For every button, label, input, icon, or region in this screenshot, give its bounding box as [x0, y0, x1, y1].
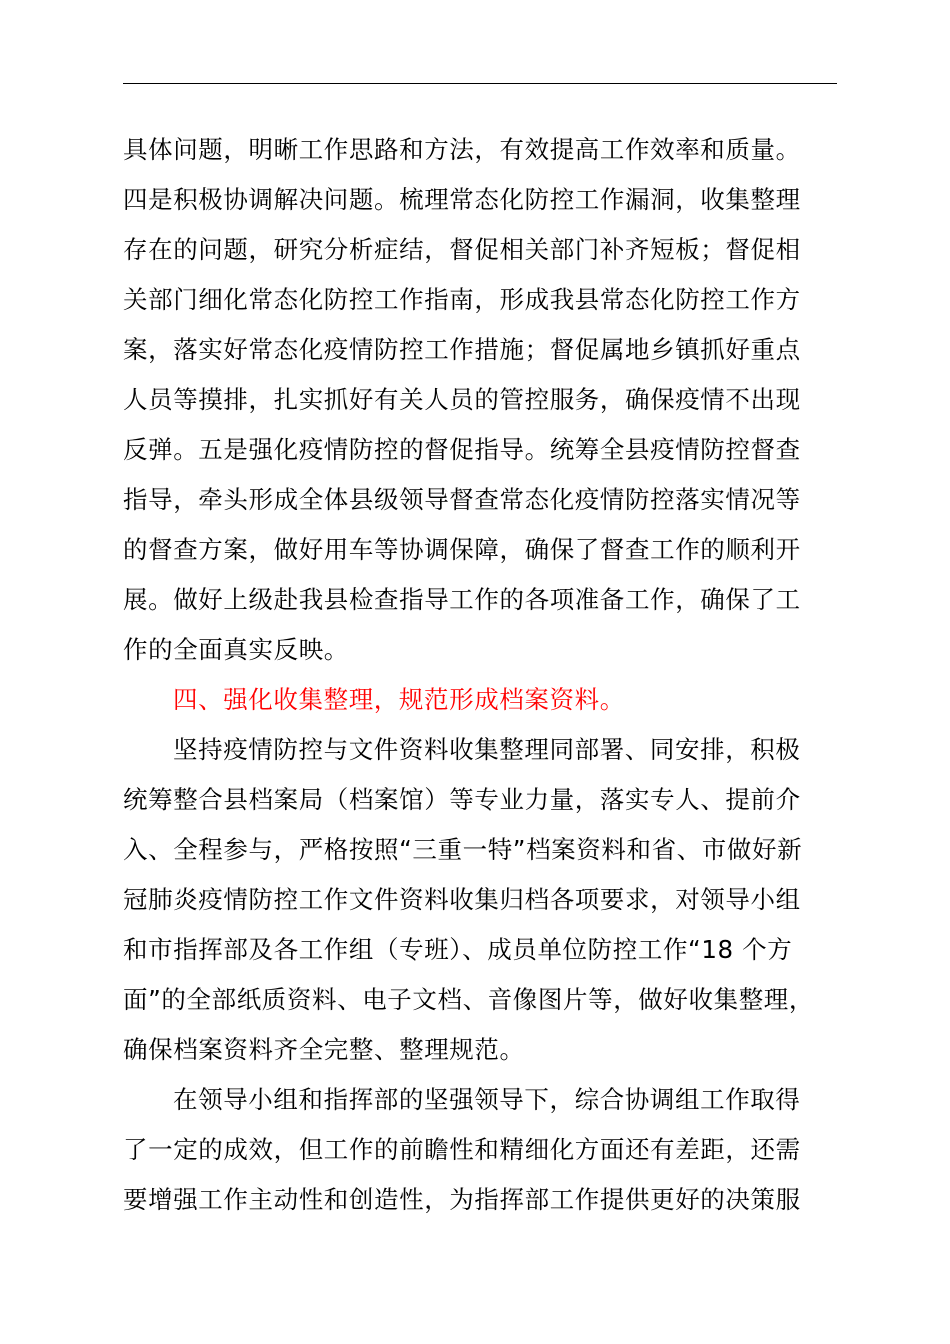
body-paragraph: 在领导小组和指挥部的坚强领导下，综合协调组工作取得 了一定的成效，但工作的前瞻性和精细化方面还有差距，还需 要增强工作主动性和创造性，为指挥部工作提供更好的决策服 — [123, 1085, 801, 1214]
header-rule — [123, 83, 837, 84]
section-heading: 四、强化收集整理，规范形成档案资料。 — [173, 685, 625, 714]
body-paragraph: 坚持疫情防控与文件资料收集整理同部署、同安排，积极 统筹整合县档案局（档案馆）等专业力量，落实专人、提前介 入、全程参与，严格按照“三重一特”档案资料和省、市做好新 冠肺炎疫情防控工作文件资料收集归档各项要求，对领导小组 和市指挥部及各工作组（专班）、成员单位防控工作“18 个方 面”的全部纸质资料、电子文档、音像图片等，做好收集整理， 确保档案资料齐全完整、整理规范。 — [123, 735, 814, 1064]
document-body — [123, 125, 837, 1225]
body-paragraph: 具体问题，明晰工作思路和方法，有效提高工作效率和质量。 四是积极协调解决问题。梳理常态化防控工作漏洞，收集整理 存在的问题，研究分析症结，督促相关部门补齐短板；督促相 关部门细化常态化防控工作指南，形成我县常态化防控工作方 案，落实好常态化疫情防控工作措施；督促属地乡镇抓好重点 人员等摸排，扎实抓好有关人员的管控服务，确保疫情不出现 反弹。五是强化疫情防控的督促指导。统筹全县疫情防控督查 指导，牵头形成全体县级领导督查常态化疫情防控落实情况等 的督查方案，做好用车等协调保障，确保了督查工作的顺利开 展。做好上级赴我县检查指导工作的各项准备工作，确保了工 作的全面真实反映。 — [123, 135, 801, 664]
